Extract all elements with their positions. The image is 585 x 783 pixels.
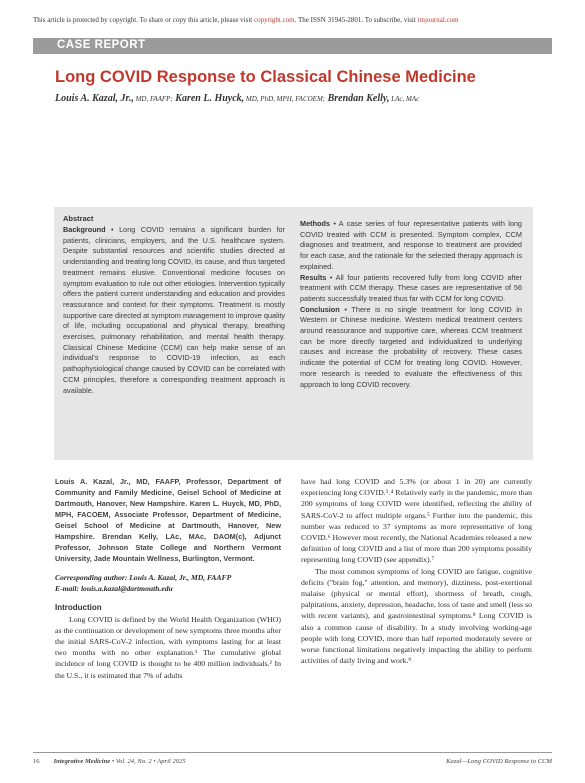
copyright-link[interactable]: copyright.com bbox=[254, 16, 295, 24]
subscribe-link[interactable]: imjournal.com bbox=[417, 16, 459, 24]
author-credentials: MD, PhD, MPH, FACOEM; bbox=[244, 95, 326, 103]
article-title: Long COVID Response to Classical Chinese Medicine bbox=[55, 68, 476, 86]
corresponding-author bbox=[55, 572, 281, 594]
corresponding-author-email[interactable]: E-mail: louis.a.kazal@dartmouth.edu bbox=[55, 584, 173, 594]
author-affiliations: Louis A. Kazal, Jr., MD, FAAFP, Professor, Department of Community and Family Medicine, Geisel School of Medicine at Dartmouth, Hanover, New Hampshire. Karen L. Huyck, MD, PhD, MPH, FACOEM, Associate Professor, Department of Medicine, Geisel School of Medicine at Dartmouth, Hanover, New Hampshire. Brendan Kelly, LAc, MAc, DAOM(c), Adjunct Professor, Johnson State College and Northern Vermont University, Jade Mountain Wellness, Burlington, Vermont. bbox=[55, 477, 281, 563]
author-credentials: LAc, MAc bbox=[389, 95, 420, 103]
conclusion-label: Conclusion bbox=[300, 304, 340, 314]
footer-left bbox=[33, 758, 186, 765]
abstract-background bbox=[63, 225, 285, 396]
background-label: Background bbox=[63, 225, 106, 234]
results-label: Results bbox=[300, 272, 327, 282]
author-name: Karen L. Huyck, bbox=[172, 93, 245, 104]
abstract-left-column bbox=[63, 225, 285, 396]
body-paragraph: have had long COVID and 5.3% (or about 1 in 20) are currently experiencing long COVID.³˒⁴ Relatively early in the pandemic, more than 200 symptoms of long COVID were identified, reflecting the ability of SARS-CoV-2 to affect multiple organs.⁵ Further into the pandemic, this number was reduced to 37 symptoms as more representative of long COVID.⁶ However most recently, the National Academies released a new definition of long COVID and a list of more than 200 symptoms possibly representing long COVID (see appendix).⁷ bbox=[301, 477, 532, 565]
section-label: CASE REPORT bbox=[57, 39, 146, 51]
section-banner bbox=[33, 38, 552, 54]
right-body-column bbox=[301, 476, 532, 666]
issue-info: • Vol. 24, No. 2 • April 2025 bbox=[110, 758, 186, 765]
methods-label: Methods bbox=[300, 219, 330, 228]
author-name: Louis A. Kazal, Jr., bbox=[55, 93, 134, 104]
introduction-paragraph: Long COVID is defined by the World Health Organization (WHO) as the continuation or development of new symptoms three months after the initial SARS-CoV-2 infection, with symptoms lasting for at least two months with no other explanation.¹ The cumulative global incidence of long COVID is thought to be 400 million individuals.² In the U.S., it is estimated that 7% of adults bbox=[55, 614, 281, 680]
footer-divider bbox=[33, 752, 552, 753]
abstract-right-column bbox=[300, 219, 522, 390]
conclusion-text: • There is no single treatment for long COVID in Western or Chinese medicine. Western medical treatment centers around reassurance and supportive care, whereas CCM treatment can be more directly targeted and individualized to underlying causes and increase the probability of recovery. These cases indicate the potential of CCM for treating long COVID. However, more research is needed to evaluate the effectiveness of this approach to long COVID recovery. bbox=[300, 304, 522, 389]
methods-text: • A case series of four representative patients with long COVID treated with CCM is presented. Symptom complex, CCM diagnoses and treatment, and response to treatment are provided for each case, and the rationale for the selected therapy approach is explained. bbox=[300, 219, 522, 271]
copyright-text: This article is protected by copyright. To share or copy this article, please visit bbox=[33, 16, 254, 24]
abstract-results bbox=[300, 273, 522, 305]
body-paragraph: The most common symptoms of long COVID are fatigue, cognitive deficits ("brain fog," attention, and memory), dizziness, post-exertional malaise (physical or mental effort), shortness of breath, cough, palpitations, anxiety, depression, headache, loss of taste and smell (less so with recent variants), and gastrointestinal symptoms.⁸ Long COVID is also a common cause of disability. In a study involving working-age people with long COVID, more than half reported moderately severe or worse functional limitations negatively impacting the ability to perform activities of daily living and work.⁹ bbox=[301, 566, 532, 666]
running-title: Kazal—Long COVID Response to CCM bbox=[446, 758, 552, 765]
introduction-heading: Introduction bbox=[55, 603, 102, 613]
copyright-notice bbox=[33, 16, 553, 24]
corresponding-author-name: Corresponding author: Louis A. Kazal, Jr., MD, FAAFP bbox=[55, 573, 232, 582]
abstract-conclusion bbox=[300, 305, 522, 391]
abstract-methods bbox=[300, 219, 522, 273]
background-text: • Long COVID remains a significant burden for patients, clinicians, employers, and the U.S. healthcare system. Despite substantial resources and scientific studies directed at understanding and treating long COVID, its cause, and thus targeted treatment remains elusive. Conventional medicine focuses on symptom evaluation to rule out other etiologies. Intervention typically offers the patient current understanding and education and provides reassurance and context for their symptoms. Treatment is mostly supportive care directed at symptom management to improve quality of life, including occupational and physical therapy, breathing exercises, pulmonary rehabilitation, and mental health therapy. Classical Chinese Medicine (CCM) can help make sense of an individual's response to COVID-19 infection, as each pathophysiological change caused by COVID can be correlated with CCM principles, therefore a corresponding treatment approach is available. bbox=[63, 225, 285, 395]
author-list bbox=[55, 93, 419, 104]
results-text: • All four patients recovered fully from long COVID after treatment with CCM therapy. These cases are representative of 56 patients successfully treated thus far with CCM for long COVID. bbox=[300, 272, 522, 303]
left-body-column bbox=[55, 476, 281, 681]
author-name: Brendan Kelly, bbox=[325, 93, 390, 104]
copyright-text-middle: . The ISSN 31945-2801. To subscribe, visit bbox=[294, 16, 418, 24]
abstract-heading: Abstract bbox=[63, 214, 94, 223]
page-number: 16 bbox=[33, 758, 40, 765]
author-credentials: MD, FAAFP; bbox=[133, 95, 173, 103]
journal-name: Integrative Medicine bbox=[53, 758, 111, 765]
abstract-box bbox=[54, 207, 533, 460]
